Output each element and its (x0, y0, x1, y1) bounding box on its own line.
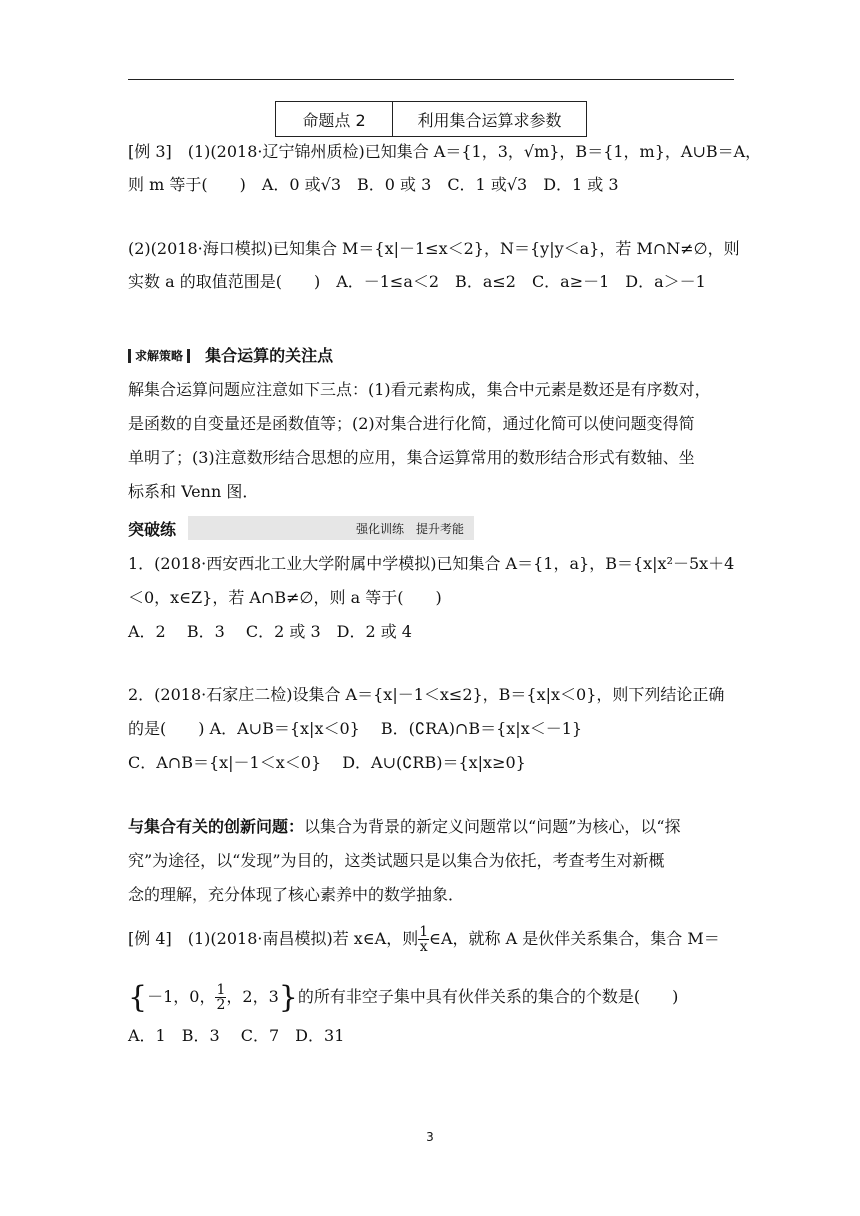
right-brace-icon: } (278, 980, 298, 1015)
page-number: 3 (426, 1130, 434, 1144)
breakthrough-label: 突破练 (128, 519, 177, 539)
strategy-line-2: 是函数的自变量还是函数值等；(2)对集合进行化简，通过化简可以使问题变得简 (128, 414, 695, 433)
q1-line-3: A．2 B．3 C．2 或 3 D．2 或 4 (128, 622, 412, 641)
example4-line-1 (128, 924, 720, 954)
breakthrough-bar (188, 516, 474, 540)
strategy-heading (128, 345, 333, 367)
example3-line-4: 实数 a 的取值范围是( ) A．－1≤a＜2 B．a≤2 C．a≥－1 D．a＞－1 (128, 272, 706, 291)
breakthrough-subtitle: 强化训练 提升考能 (355, 521, 464, 536)
q2-line-1: 2．(2018·石家庄二检)设集合 A＝{x|－1＜x≤2}，B＝{x|x＜0}，则下列结论正确 (128, 685, 725, 704)
example4-options: A．1 B．3 C．7 D．31 (128, 1026, 345, 1045)
example4-line-2 (128, 980, 679, 1015)
topic-title: 利用集合运算求参数 (417, 110, 562, 130)
innovation-lead: 与集合有关的创新问题： (128, 817, 305, 836)
fraction-1-over-2 (215, 983, 226, 1012)
topic-number: 命题点 2 (276, 102, 393, 136)
strategy-tag: 求解策略 (128, 349, 190, 363)
set-m-elements-a: －1，0， (147, 987, 216, 1006)
strategy-line-3: 单明了；(3)注意数形结合思想的应用，集合运算常用的数形结合形式有数轴、坐 (128, 448, 695, 467)
strategy-line-4: 标系和 Venn 图． (128, 482, 259, 501)
example4-question: 的所有非空子集中具有伙伴关系的集合的个数是( ) (297, 987, 679, 1006)
frac1-denominator: x (419, 939, 428, 955)
example4-pre: [例 4] (1)(2018·南昌模拟)若 x∈A，则 (128, 929, 419, 948)
strategy-title: 集合运算的关注点 (205, 346, 334, 365)
left-brace-icon: { (128, 980, 148, 1015)
innovation-line-3: 念的理解，充分体现了核心素养中的数学抽象． (128, 885, 465, 904)
q2-line-3: C．A∩B＝{x|－1＜x＜0} D．A∪(∁RB)＝{x|x≥0} (128, 753, 526, 772)
set-m-elements-b: ，2，3 (226, 987, 279, 1006)
example4-post: ∈A，就称 A 是伙伴关系集合，集合 M＝ (429, 929, 720, 948)
frac2-denominator: 2 (216, 997, 226, 1013)
example3-line-2: 则 m 等于( ) A．0 或√3 B．0 或 3 C．1 或√3 D．1 或 3 (128, 175, 619, 194)
innovation-text: 以集合为背景的新定义问题常以“问题”为核心，以“探 (304, 817, 681, 836)
breakthrough-header (128, 516, 474, 540)
q1-line-1: 1．(2018·西安西北工业大学附属中学模拟)已知集合 A＝{1，a}，B＝{x|x²－5x＋4 (128, 554, 735, 573)
q2-line-2: 的是( ) A．A∪B＝{x|x＜0} B．(∁RA)∩B＝{x|x＜－1} (128, 719, 583, 738)
frac1-numerator: 1 (419, 924, 429, 940)
strategy-line-1: 解集合运算问题应注意如下三点：(1)看元素构成，集合中元素是数还是有序数对， (128, 380, 711, 399)
fraction-1-over-x (418, 925, 429, 954)
top-rule (128, 79, 734, 80)
topic-box (275, 101, 587, 137)
example3-line-1: [例 3] (1)(2018·辽宁锦州质检)已知集合 A＝{1，3，√m}，B＝{1，m}，A∪B＝A， (128, 142, 762, 161)
q1-line-2: ＜0，x∈Z}，若 A∩B≠∅，则 a 等于( ) (128, 588, 442, 607)
frac2-numerator: 1 (216, 982, 226, 998)
example3-line-3: (2)(2018·海口模拟)已知集合 M＝{x|－1≤x＜2}，N＝{y|y＜a}，若 M∩N≠∅，则 (128, 239, 740, 258)
innovation-line-2: 究”为途径，以“发现”为目的，这类试题只是以集合为依托，考查考生对新概 (128, 851, 665, 870)
innovation-line-1 (128, 816, 681, 838)
